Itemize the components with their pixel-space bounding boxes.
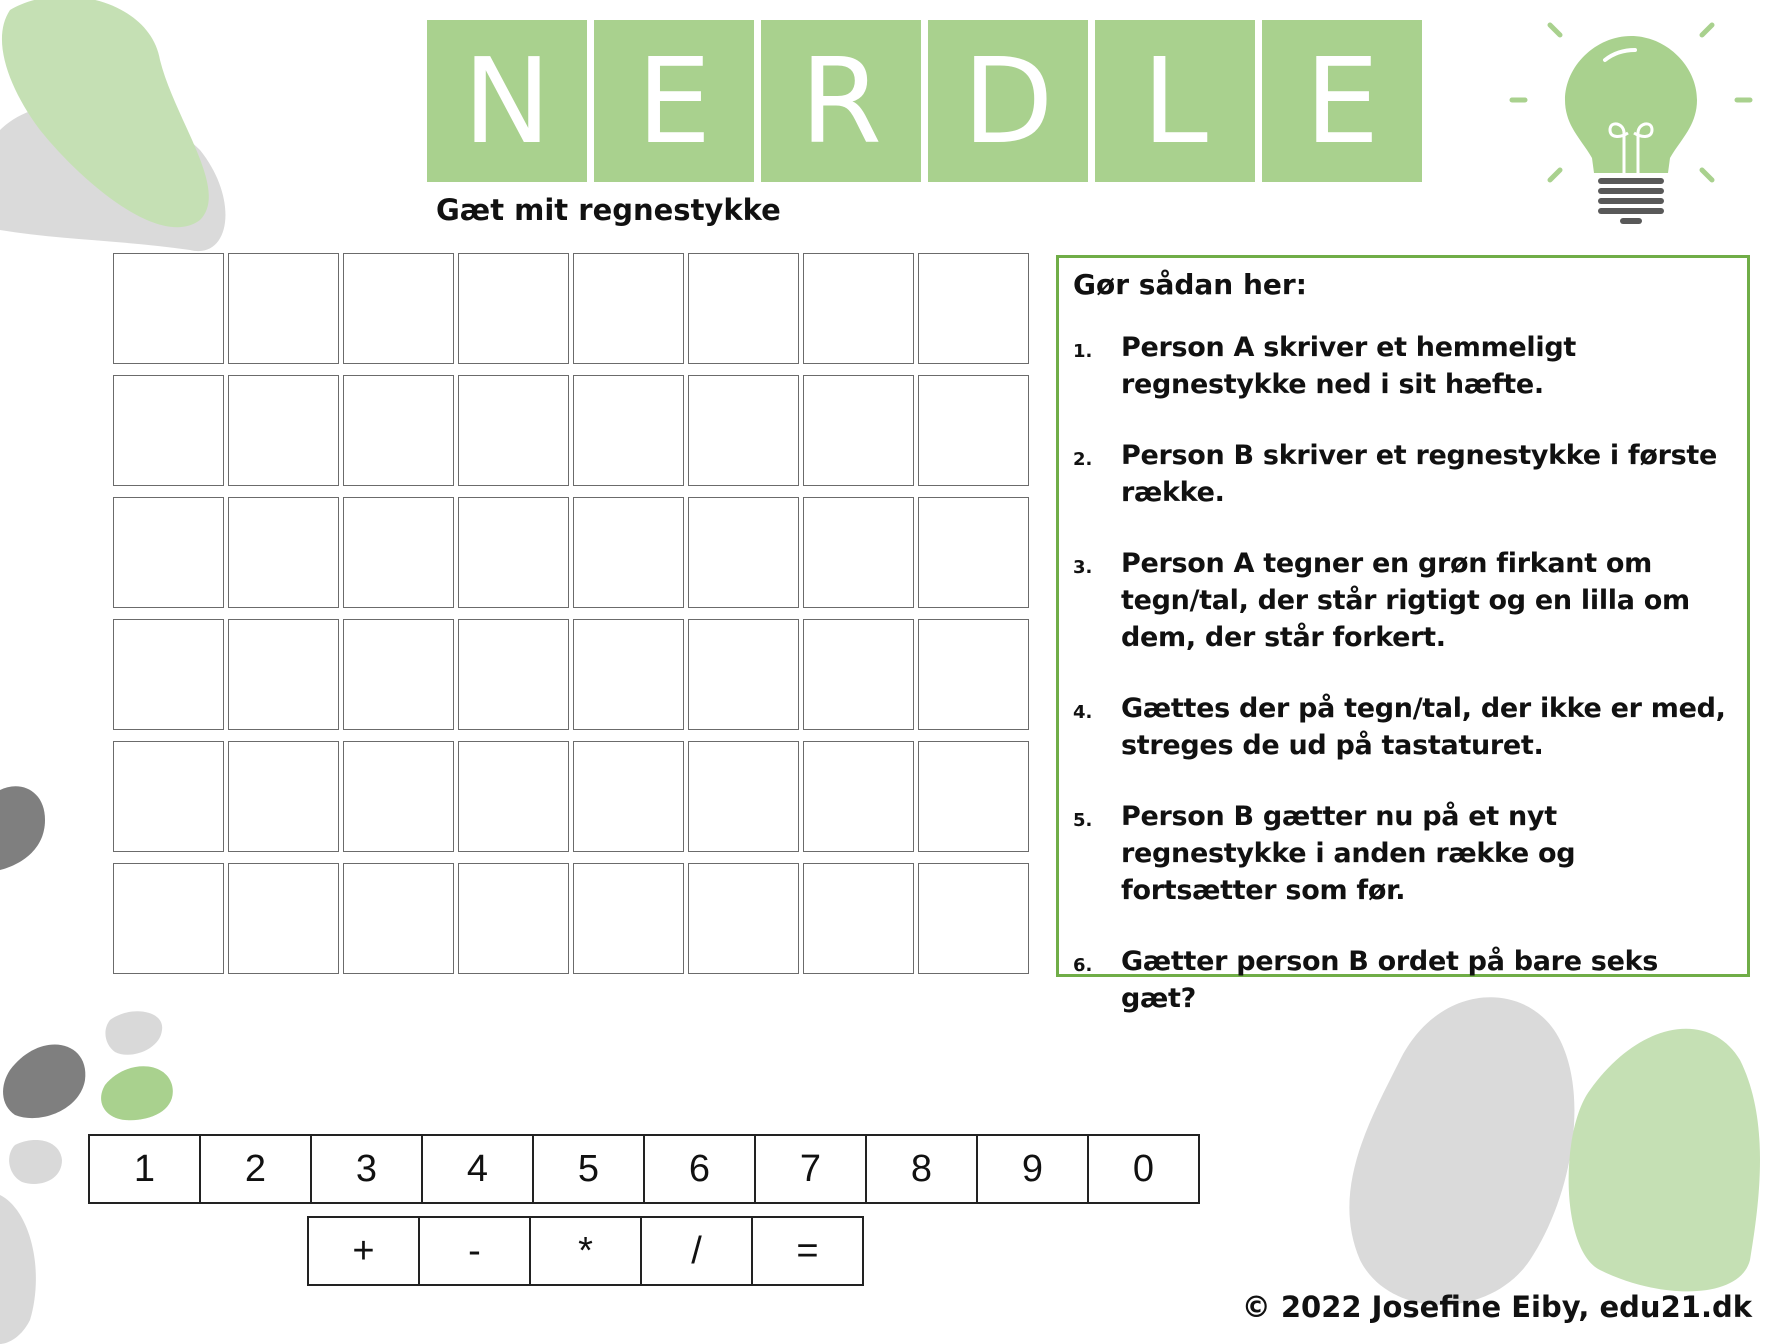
key-digit[interactable]: 5 [532,1134,645,1204]
blob-dark-left-1 [0,786,45,870]
guess-cell[interactable] [918,253,1029,364]
instruction-item [1073,690,1733,764]
key-multiply[interactable]: * [529,1216,642,1286]
guess-cell[interactable] [113,375,224,486]
key-digit[interactable]: 9 [976,1134,1089,1204]
guess-cell[interactable] [688,619,799,730]
instruction-number: 2. [1073,449,1093,470]
blob-grey-small-1 [105,1011,162,1054]
guess-cell[interactable] [918,619,1029,730]
guess-cell[interactable] [113,253,224,364]
title-letter: R [761,20,921,182]
guess-cell[interactable] [688,741,799,852]
guess-cell[interactable] [803,375,914,486]
instruction-text: Person B skriver et regnestykke i første række. [1121,440,1718,508]
title-letter: E [1262,20,1422,182]
guess-cell[interactable] [803,497,914,608]
operator-keyboard [309,1216,864,1286]
instruction-item [1073,798,1733,909]
guess-cell[interactable] [113,497,224,608]
title-letter: D [928,20,1088,182]
guess-cell[interactable] [228,497,339,608]
guess-cell[interactable] [918,741,1029,852]
guess-cell[interactable] [343,253,454,364]
guess-cell[interactable] [458,253,569,364]
guess-cell[interactable] [803,253,914,364]
guess-cell[interactable] [113,619,224,730]
guess-cell[interactable] [228,863,339,974]
title-banner [427,20,1422,182]
instruction-number: 5. [1073,810,1093,831]
guess-cell[interactable] [343,863,454,974]
instruction-text: Person A skriver et hemmeligt regnestykke ned i sit hæfte. [1121,332,1576,400]
key-divide[interactable]: / [640,1216,753,1286]
subtitle: Gæt mit regnestykke [436,193,781,227]
guess-cell[interactable] [458,619,569,730]
key-digit[interactable]: 1 [88,1134,201,1204]
guess-grid [113,253,1029,974]
guess-cell[interactable] [688,375,799,486]
guess-cell[interactable] [343,741,454,852]
guess-cell[interactable] [458,741,569,852]
instruction-number: 4. [1073,702,1093,723]
guess-cell[interactable] [918,497,1029,608]
instruction-text: Gætter person B ordet på bare seks gæt? [1121,946,1659,1014]
guess-cell[interactable] [688,253,799,364]
key-digit[interactable]: 8 [865,1134,978,1204]
title-letter: N [427,20,587,182]
guess-cell[interactable] [343,497,454,608]
blob-grey-small-2 [9,1140,62,1184]
title-letter: E [594,20,754,182]
instruction-number: 1. [1073,341,1093,362]
blob-green-bottom-right [1569,1029,1760,1292]
key-digit[interactable]: 2 [199,1134,312,1204]
key-digit[interactable]: 3 [310,1134,423,1204]
lightbulb-icon [1500,8,1760,238]
guess-cell[interactable] [228,375,339,486]
guess-cell[interactable] [803,741,914,852]
guess-cell[interactable] [228,741,339,852]
guess-cell[interactable] [113,863,224,974]
guess-cell[interactable] [688,497,799,608]
instruction-text: Person A tegner en grøn firkant om tegn/tal, der står rigtigt og en lilla om dem, der står forkert. [1121,548,1690,653]
key-equals[interactable]: = [751,1216,864,1286]
guess-cell[interactable] [573,741,684,852]
instruction-item [1073,545,1733,656]
blob-grey-left-bottom [0,1195,36,1344]
guess-cell[interactable] [343,375,454,486]
guess-cell[interactable] [918,863,1029,974]
guess-cell[interactable] [228,253,339,364]
instructions-list [1073,329,1733,1017]
guess-cell[interactable] [113,741,224,852]
guess-cell[interactable] [458,375,569,486]
guess-cell[interactable] [803,863,914,974]
guess-cell[interactable] [573,253,684,364]
copyright-text: © 2022 Josefine Eiby, edu21.dk [1241,1290,1752,1324]
guess-cell[interactable] [573,497,684,608]
guess-cell[interactable] [573,863,684,974]
key-minus[interactable]: - [418,1216,531,1286]
key-digit[interactable]: 6 [643,1134,756,1204]
guess-cell[interactable] [458,863,569,974]
blob-grey-bottom-right [1349,997,1574,1305]
guess-cell[interactable] [803,619,914,730]
guess-cell[interactable] [573,375,684,486]
instructions-heading: Gør sådan her: [1073,268,1307,301]
instruction-number: 6. [1073,955,1093,976]
guess-cell[interactable] [918,375,1029,486]
digit-keyboard [90,1134,1200,1204]
title-letter: L [1095,20,1255,182]
instruction-item [1073,329,1733,403]
blob-green-small [101,1066,173,1120]
instructions-box [1056,255,1750,1014]
guess-cell[interactable] [228,619,339,730]
key-digit[interactable]: 0 [1087,1134,1200,1204]
instruction-text: Person B gætter nu på et nyt regnestykke i anden række og fortsætter som før. [1121,801,1576,906]
instruction-item [1073,437,1733,511]
blob-dark-left-2 [3,1045,85,1119]
key-digit[interactable]: 7 [754,1134,867,1204]
instruction-number: 3. [1073,557,1093,578]
guess-cell[interactable] [573,619,684,730]
instruction-text: Gættes der på tegn/tal, der ikke er med, streges de ud på tastaturet. [1121,693,1726,761]
key-digit[interactable]: 4 [421,1134,534,1204]
guess-cell[interactable] [688,863,799,974]
guess-cell[interactable] [343,619,454,730]
instruction-item [1073,943,1733,1017]
guess-cell[interactable] [458,497,569,608]
key-plus[interactable]: + [307,1216,420,1286]
